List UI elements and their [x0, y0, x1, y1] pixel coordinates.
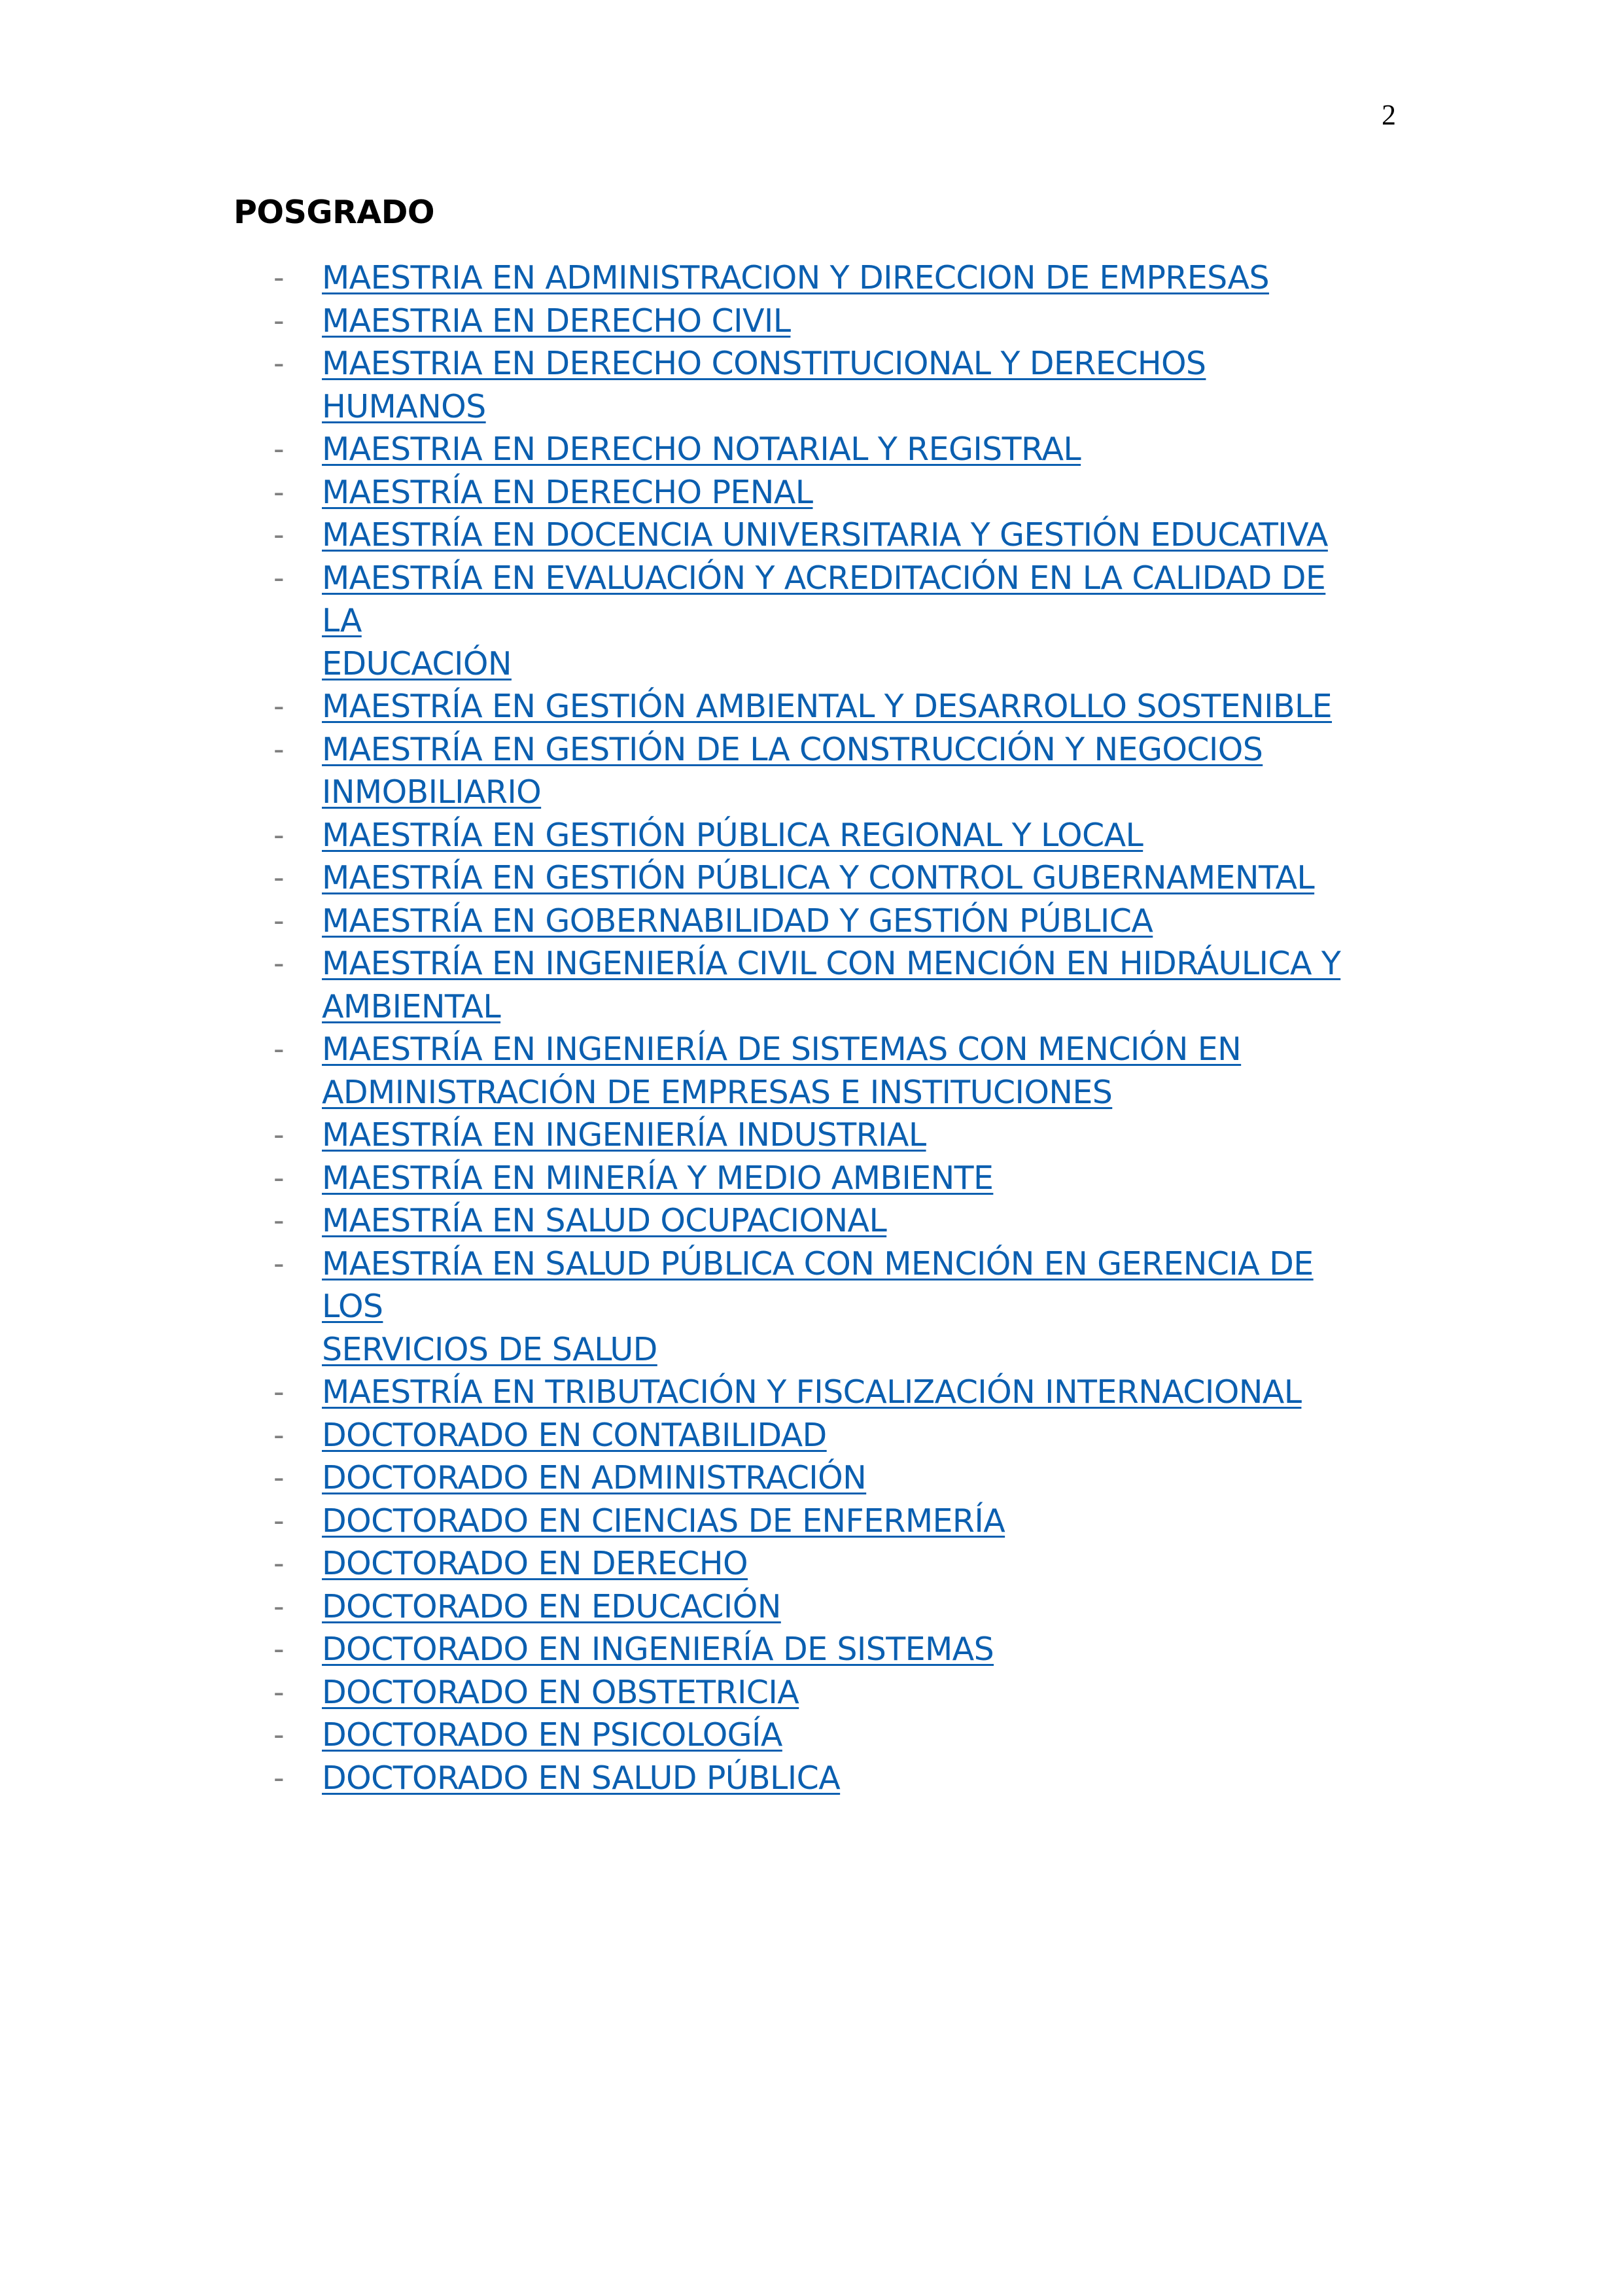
list-item: [0, 1628, 1355, 1671]
section-title: POSGRADO: [234, 194, 435, 231]
program-link[interactable]: [322, 1116, 926, 1154]
program-link-line: MAESTRIA EN ADMINISTRACION Y DIRECCION DE EMPRESAS: [322, 259, 1269, 296]
program-link[interactable]: [322, 731, 1263, 811]
program-link-line: MAESTRÍA EN INGENIERÍA DE SISTEMAS CON MENCIÓN EN: [322, 1031, 1242, 1068]
list-bullet-dash: -: [273, 1759, 284, 1795]
list-bullet-dash: -: [273, 1417, 284, 1453]
program-link-line: DOCTORADO EN DERECHO: [322, 1545, 748, 1582]
list-bullet-dash: -: [273, 302, 284, 338]
program-link[interactable]: [322, 516, 1328, 554]
program-link[interactable]: [322, 1202, 886, 1239]
list-item: [0, 728, 1355, 814]
list-bullet-dash: -: [273, 731, 284, 767]
list-bullet-dash: -: [273, 688, 284, 724]
page-number: 2: [1382, 99, 1396, 131]
program-link-line: MAESTRÍA EN GESTIÓN PÚBLICA REGIONAL Y LOCAL: [322, 816, 1143, 854]
list-item: [0, 1243, 1355, 1371]
list-bullet-dash: -: [273, 1117, 284, 1152]
program-link-line: DOCTORADO EN CIENCIAS DE ENFERMERÍA: [322, 1502, 1005, 1540]
list-bullet-dash: -: [273, 1245, 284, 1281]
list-item: [0, 1757, 1355, 1800]
program-link[interactable]: [322, 945, 1340, 1025]
program-link-line: MAESTRÍA EN MINERÍA Y MEDIO AMBIENTE: [322, 1159, 994, 1197]
program-link[interactable]: [322, 1631, 994, 1668]
program-link-line: AMBIENTAL: [322, 987, 501, 1025]
program-link-line: MAESTRIA EN DERECHO CONSTITUCIONAL Y DERECHOS HUMANOS: [322, 345, 1206, 425]
list-bullet-dash: -: [273, 1545, 284, 1581]
program-link-line: MAESTRÍA EN GESTIÓN AMBIENTAL Y DESARROLLO SOSTENIBLE: [322, 688, 1333, 725]
program-link-line: DOCTORADO EN CONTABILIDAD: [322, 1416, 827, 1454]
program-link-line: EDUCACIÓN: [322, 645, 512, 682]
program-link[interactable]: [322, 1417, 827, 1454]
list-bullet-dash: -: [273, 817, 284, 853]
program-link-line: DOCTORADO EN EDUCACIÓN: [322, 1587, 781, 1625]
program-link[interactable]: [322, 559, 1325, 682]
program-link[interactable]: [322, 345, 1206, 425]
program-link[interactable]: [322, 817, 1143, 854]
program-link[interactable]: [322, 1716, 782, 1754]
list-bullet-dash: -: [273, 345, 284, 381]
list-item: [0, 814, 1355, 857]
program-link[interactable]: [322, 259, 1269, 296]
list-bullet-dash: -: [273, 1674, 284, 1710]
list-item: [0, 428, 1355, 471]
list-item: [0, 1671, 1355, 1714]
program-link[interactable]: [322, 1373, 1301, 1411]
program-link-line: MAESTRÍA EN TRIBUTACIÓN Y FISCALIZACIÓN INTERNACIONAL: [322, 1373, 1302, 1411]
list-bullet-dash: -: [273, 1502, 284, 1538]
program-link-line: MAESTRÍA EN SALUD PÚBLICA CON MENCIÓN EN GERENCIA DE LOS: [322, 1245, 1314, 1325]
program-link[interactable]: [322, 1545, 748, 1582]
list-item: [0, 1542, 1355, 1585]
program-link-line: MAESTRÍA EN INGENIERÍA INDUSTRIAL: [322, 1116, 926, 1154]
list-item: [0, 342, 1355, 428]
list-bullet-dash: -: [273, 1203, 284, 1238]
list-bullet-dash: -: [273, 431, 284, 467]
program-link-line: ADMINISTRACIÓN DE EMPRESAS E INSTITUCIONES: [322, 1073, 1113, 1111]
program-link[interactable]: [322, 302, 790, 340]
program-link-line: INMOBILIARIO: [322, 773, 542, 811]
program-link[interactable]: [322, 1459, 866, 1496]
program-link-line: MAESTRÍA EN GOBERNABILIDAD Y GESTIÓN PÚBLICA: [322, 902, 1153, 940]
list-bullet-dash: -: [273, 1159, 284, 1195]
list-item: [0, 557, 1355, 686]
program-link[interactable]: [322, 1159, 993, 1197]
program-list: [0, 256, 1355, 1799]
program-link-line: DOCTORADO EN OBSTETRICIA: [322, 1673, 799, 1711]
program-link[interactable]: [322, 431, 1081, 468]
program-link[interactable]: [322, 1588, 781, 1625]
list-item: [0, 900, 1355, 943]
list-bullet-dash: -: [273, 1031, 284, 1067]
list-bullet-dash: -: [273, 1460, 284, 1495]
program-link-line: DOCTORADO EN ADMINISTRACIÓN: [322, 1459, 867, 1496]
program-link-line: MAESTRIA EN DERECHO CIVIL: [322, 302, 791, 340]
list-item: [0, 1199, 1355, 1243]
program-link-line: SERVICIOS DE SALUD: [322, 1330, 657, 1368]
program-link[interactable]: [322, 474, 812, 511]
program-link-line: MAESTRÍA EN DERECHO PENAL: [322, 473, 813, 511]
list-bullet-dash: -: [273, 860, 284, 895]
list-item: [0, 1157, 1355, 1200]
program-link-line: MAESTRÍA EN EVALUACIÓN Y ACREDITACIÓN EN LA CALIDAD DE LA: [322, 559, 1326, 639]
list-item: [0, 1585, 1355, 1629]
program-link[interactable]: [322, 1031, 1241, 1111]
program-link-line: MAESTRÍA EN SALUD OCUPACIONAL: [322, 1202, 887, 1239]
list-item: [0, 1371, 1355, 1414]
program-link[interactable]: [322, 902, 1153, 940]
list-bullet-dash: -: [273, 1374, 284, 1409]
list-bullet-dash: -: [273, 1588, 284, 1624]
list-bullet-dash: -: [273, 945, 284, 981]
program-link[interactable]: [322, 1502, 1005, 1540]
list-item: [0, 1457, 1355, 1500]
list-item: [0, 942, 1355, 1028]
program-link-line: MAESTRÍA EN INGENIERÍA CIVIL CON MENCIÓN EN HIDRÁULICA Y: [322, 945, 1341, 982]
program-link[interactable]: [322, 859, 1314, 896]
list-item: [0, 1028, 1355, 1114]
list-item: [0, 256, 1355, 300]
list-bullet-dash: -: [273, 902, 284, 938]
program-link[interactable]: [322, 1245, 1314, 1368]
program-link[interactable]: [322, 1674, 799, 1711]
list-item: [0, 1714, 1355, 1757]
program-link-line: DOCTORADO EN SALUD PÚBLICA: [322, 1759, 841, 1797]
program-link-line: MAESTRIA EN DERECHO NOTARIAL Y REGISTRAL: [322, 431, 1081, 468]
list-item: [0, 1414, 1355, 1457]
list-item: [0, 471, 1355, 514]
list-bullet-dash: -: [273, 1631, 284, 1667]
list-item: [0, 514, 1355, 557]
list-bullet-dash: -: [273, 260, 284, 295]
list-item: [0, 300, 1355, 343]
program-link[interactable]: [322, 688, 1332, 725]
list-item: [0, 1114, 1355, 1157]
program-link-line: MAESTRÍA EN DOCENCIA UNIVERSITARIA Y GESTIÓN EDUCATIVA: [322, 516, 1328, 554]
program-link-line: DOCTORADO EN INGENIERÍA DE SISTEMAS: [322, 1631, 994, 1668]
program-link-line: DOCTORADO EN PSICOLOGÍA: [322, 1716, 782, 1754]
program-link-line: MAESTRÍA EN GESTIÓN PÚBLICA Y CONTROL GUBERNAMENTAL: [322, 859, 1315, 896]
list-bullet-dash: -: [273, 517, 284, 552]
program-link[interactable]: [322, 1759, 840, 1797]
list-bullet-dash: -: [273, 1717, 284, 1752]
list-bullet-dash: -: [273, 474, 284, 510]
program-link-line: MAESTRÍA EN GESTIÓN DE LA CONSTRUCCIÓN Y NEGOCIOS: [322, 730, 1263, 768]
list-bullet-dash: -: [273, 559, 284, 595]
list-item: [0, 857, 1355, 900]
list-item: [0, 685, 1355, 728]
list-item: [0, 1500, 1355, 1543]
